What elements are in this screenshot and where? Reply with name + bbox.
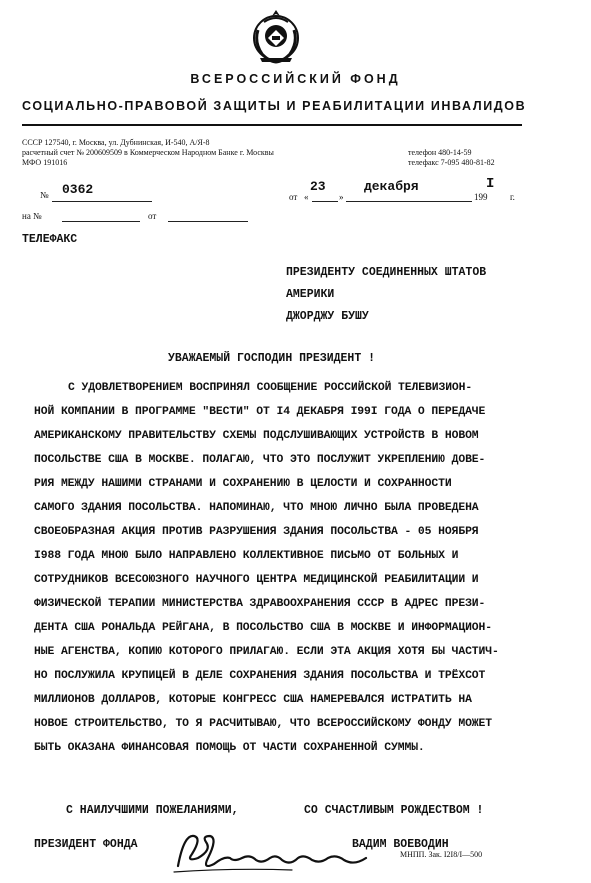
closing-wishes: С НАИЛУЧШИМИ ПОЖЕЛАНИЯМИ,: [66, 804, 239, 817]
body-line: РИЯ МЕЖДУ НАШИМИ СТРАНАМИ И СОХРАНЕНИЮ В ЦЕЛОСТИ И СОХРАННОСТИ: [34, 478, 452, 490]
mfo-line: МФО 191016: [22, 158, 68, 167]
date-from-label: от: [289, 192, 298, 202]
body-line: С УДОВЛЕТВОРЕНИЕМ ВОСПРИНЯЛ СООБЩЕНИЕ РОССИЙСКОЙ ТЕЛЕВИЗИОН-: [68, 382, 473, 394]
date-day: 23: [310, 179, 326, 194]
year-digit: I: [486, 176, 495, 192]
salutation: УВАЖАЕМЫЙ ГОСПОДИН ПРЕЗИДЕНТ !: [168, 352, 376, 365]
organization-name-line1: ВСЕРОССИЙСКИЙ ФОНД: [190, 72, 401, 86]
signer-name: ВАДИМ ВОЕВОДИН: [352, 838, 449, 851]
reference-date-line: [168, 221, 248, 222]
date-month: декабря: [364, 179, 419, 194]
body-line: ПОСОЛЬСТВЕ США В МОСКВЕ. ПОЛАГАЮ, ЧТО ЭТО ПОСЛУЖИТ УКРЕПЛЕНИЮ ДОВЕ-: [34, 454, 486, 466]
body-line: СВОЕОБРАЗНАЯ АКЦИЯ ПРОТИВ РАЗРУШЕНИЯ ЗДАНИЯ ПОСОЛЬСТВА - 05 НОЯБРЯ: [34, 526, 479, 538]
document-type: ТЕЛЕФАКС: [22, 233, 78, 246]
organization-name-line2: СОЦИАЛЬНО-ПРАВОВОЙ ЗАЩИТЫ И РЕАБИЛИТАЦИИ ИНВАЛИДОВ: [22, 99, 527, 113]
phone-number: телефон 480-14-59: [408, 148, 472, 157]
body-line: СОТРУДНИКОВ ВСЕСОЮЗНОГО НАУЧНОГО ЦЕНТРА МЕДИЦИНСКОЙ РЕАБИЛИТАЦИИ И: [34, 574, 479, 586]
day-line: [312, 201, 338, 202]
body-line: I988 ГОДА МНОЮ БЫЛО НАПРАВЛЕНО КОЛЛЕКТИВНОЕ ПИСЬМО ОТ БОЛЬНЫХ И: [34, 550, 459, 562]
body-line: АМЕРИКАНСКОМУ ПРАВИТЕЛЬСТВУ СХЕМЫ ПОДСЛУШИВАЮЩИХ УСТРОЙСТВ В НОВОМ: [34, 430, 479, 442]
addressee-line1: ПРЕЗИДЕНТУ СОЕДИНЕННЫХ ШТАТОВ: [286, 266, 487, 279]
print-mark: МНПП. Зак. I2I8/I—500: [400, 850, 483, 859]
addressee-line2: АМЕРИКИ: [286, 288, 335, 301]
month-line: [346, 201, 472, 202]
year-prefix: 199: [474, 192, 488, 202]
body-line: ФИЗИЧЕСКОЙ ТЕРАПИИ МИНИСТЕРСТВА ЗДРАВООХРАНЕНИЯ СССР В АДРЕС ПРЕЗИ-: [34, 598, 486, 610]
year-suffix: г.: [510, 192, 515, 202]
header-rule: [22, 124, 522, 126]
bank-account-line: расчетный счет № 200609509 в Коммерческом Народном Банке г. Москвы: [22, 148, 274, 157]
body-line: БЫТЬ ОКАЗАНА ФИНАНСОВАЯ ПОМОЩЬ ОТ ЧАСТИ СОХРАНЕННОЙ СУММЫ.: [34, 742, 425, 754]
addressee-line3: ДЖОРДЖУ БУШУ: [286, 310, 369, 323]
body-line: НО ПОСЛУЖИЛА КРУПИЦЕЙ В ДЕЛЕ СОХРАНЕНИЯ ЗДАНИЯ ПОСОЛЬСТВА И ТРЁХСОТ: [34, 670, 486, 682]
reference-from-label: от: [148, 211, 157, 221]
body-line: САМОГО ЗДАНИЯ ПОСОЛЬСТВА. НАПОМИНАЮ, ЧТО МНОЮ ЛИЧНО БЫЛА ПРОВЕДЕНА: [34, 502, 479, 514]
reference-number-line: [62, 221, 140, 222]
letter-body: [34, 376, 574, 760]
body-line: НОВОЕ СТРОИТЕЛЬСТВО, ТО Я РАСЧИТЫВАЮ, ЧТО ВСЕРОССИЙСКОМУ ФОНДУ МОЖЕТ: [34, 718, 493, 730]
signer-title: ПРЕЗИДЕНТ ФОНДА: [34, 838, 138, 851]
body-line: ДЕНТА США РОНАЛЬДА РЕЙГАНА, В ПОСОЛЬСТВО США В МОСКВЕ И ИНФОРМАЦИОН-: [34, 622, 493, 634]
christmas-greeting: СО СЧАСТЛИВЫМ РОЖДЕСТВОМ !: [304, 804, 484, 817]
number-label: №: [40, 190, 49, 200]
number-line: [52, 201, 152, 202]
address-line1: СССР 127540, г. Москва, ул. Дубнинская, И-540, А/Я-8: [22, 138, 210, 147]
outgoing-number: 0362: [62, 182, 94, 197]
reference-number-label: на №: [22, 211, 42, 221]
body-line: МИЛЛИОНОВ ДОЛЛАРОВ, КОТОРЫЕ КОНГРЕСС США НАМЕРЕВАЛСЯ ИСТРАТИТЬ НА: [34, 694, 472, 706]
quote-close: »: [339, 192, 344, 202]
quote-open: «: [304, 192, 309, 202]
body-line: НЫЕ АГЕНСТВА, КОПИЮ КОТОРОГО ПРИЛАГАЮ. ЕСЛИ ЭТА АКЦИЯ ХОТЯ БЫ ЧАСТИЧ-: [34, 646, 499, 658]
fax-number: телефакс 7-095 480-81-82: [408, 158, 495, 167]
body-line: НОЙ КОМПАНИИ В ПРОГРАММЕ "ВЕСТИ" ОТ I4 ДЕКАБРЯ I99I ГОДА О ПЕРЕДАЧЕ: [34, 406, 486, 418]
handwritten-signature: [172, 828, 382, 878]
coat-of-arms-emblem: [250, 8, 302, 64]
